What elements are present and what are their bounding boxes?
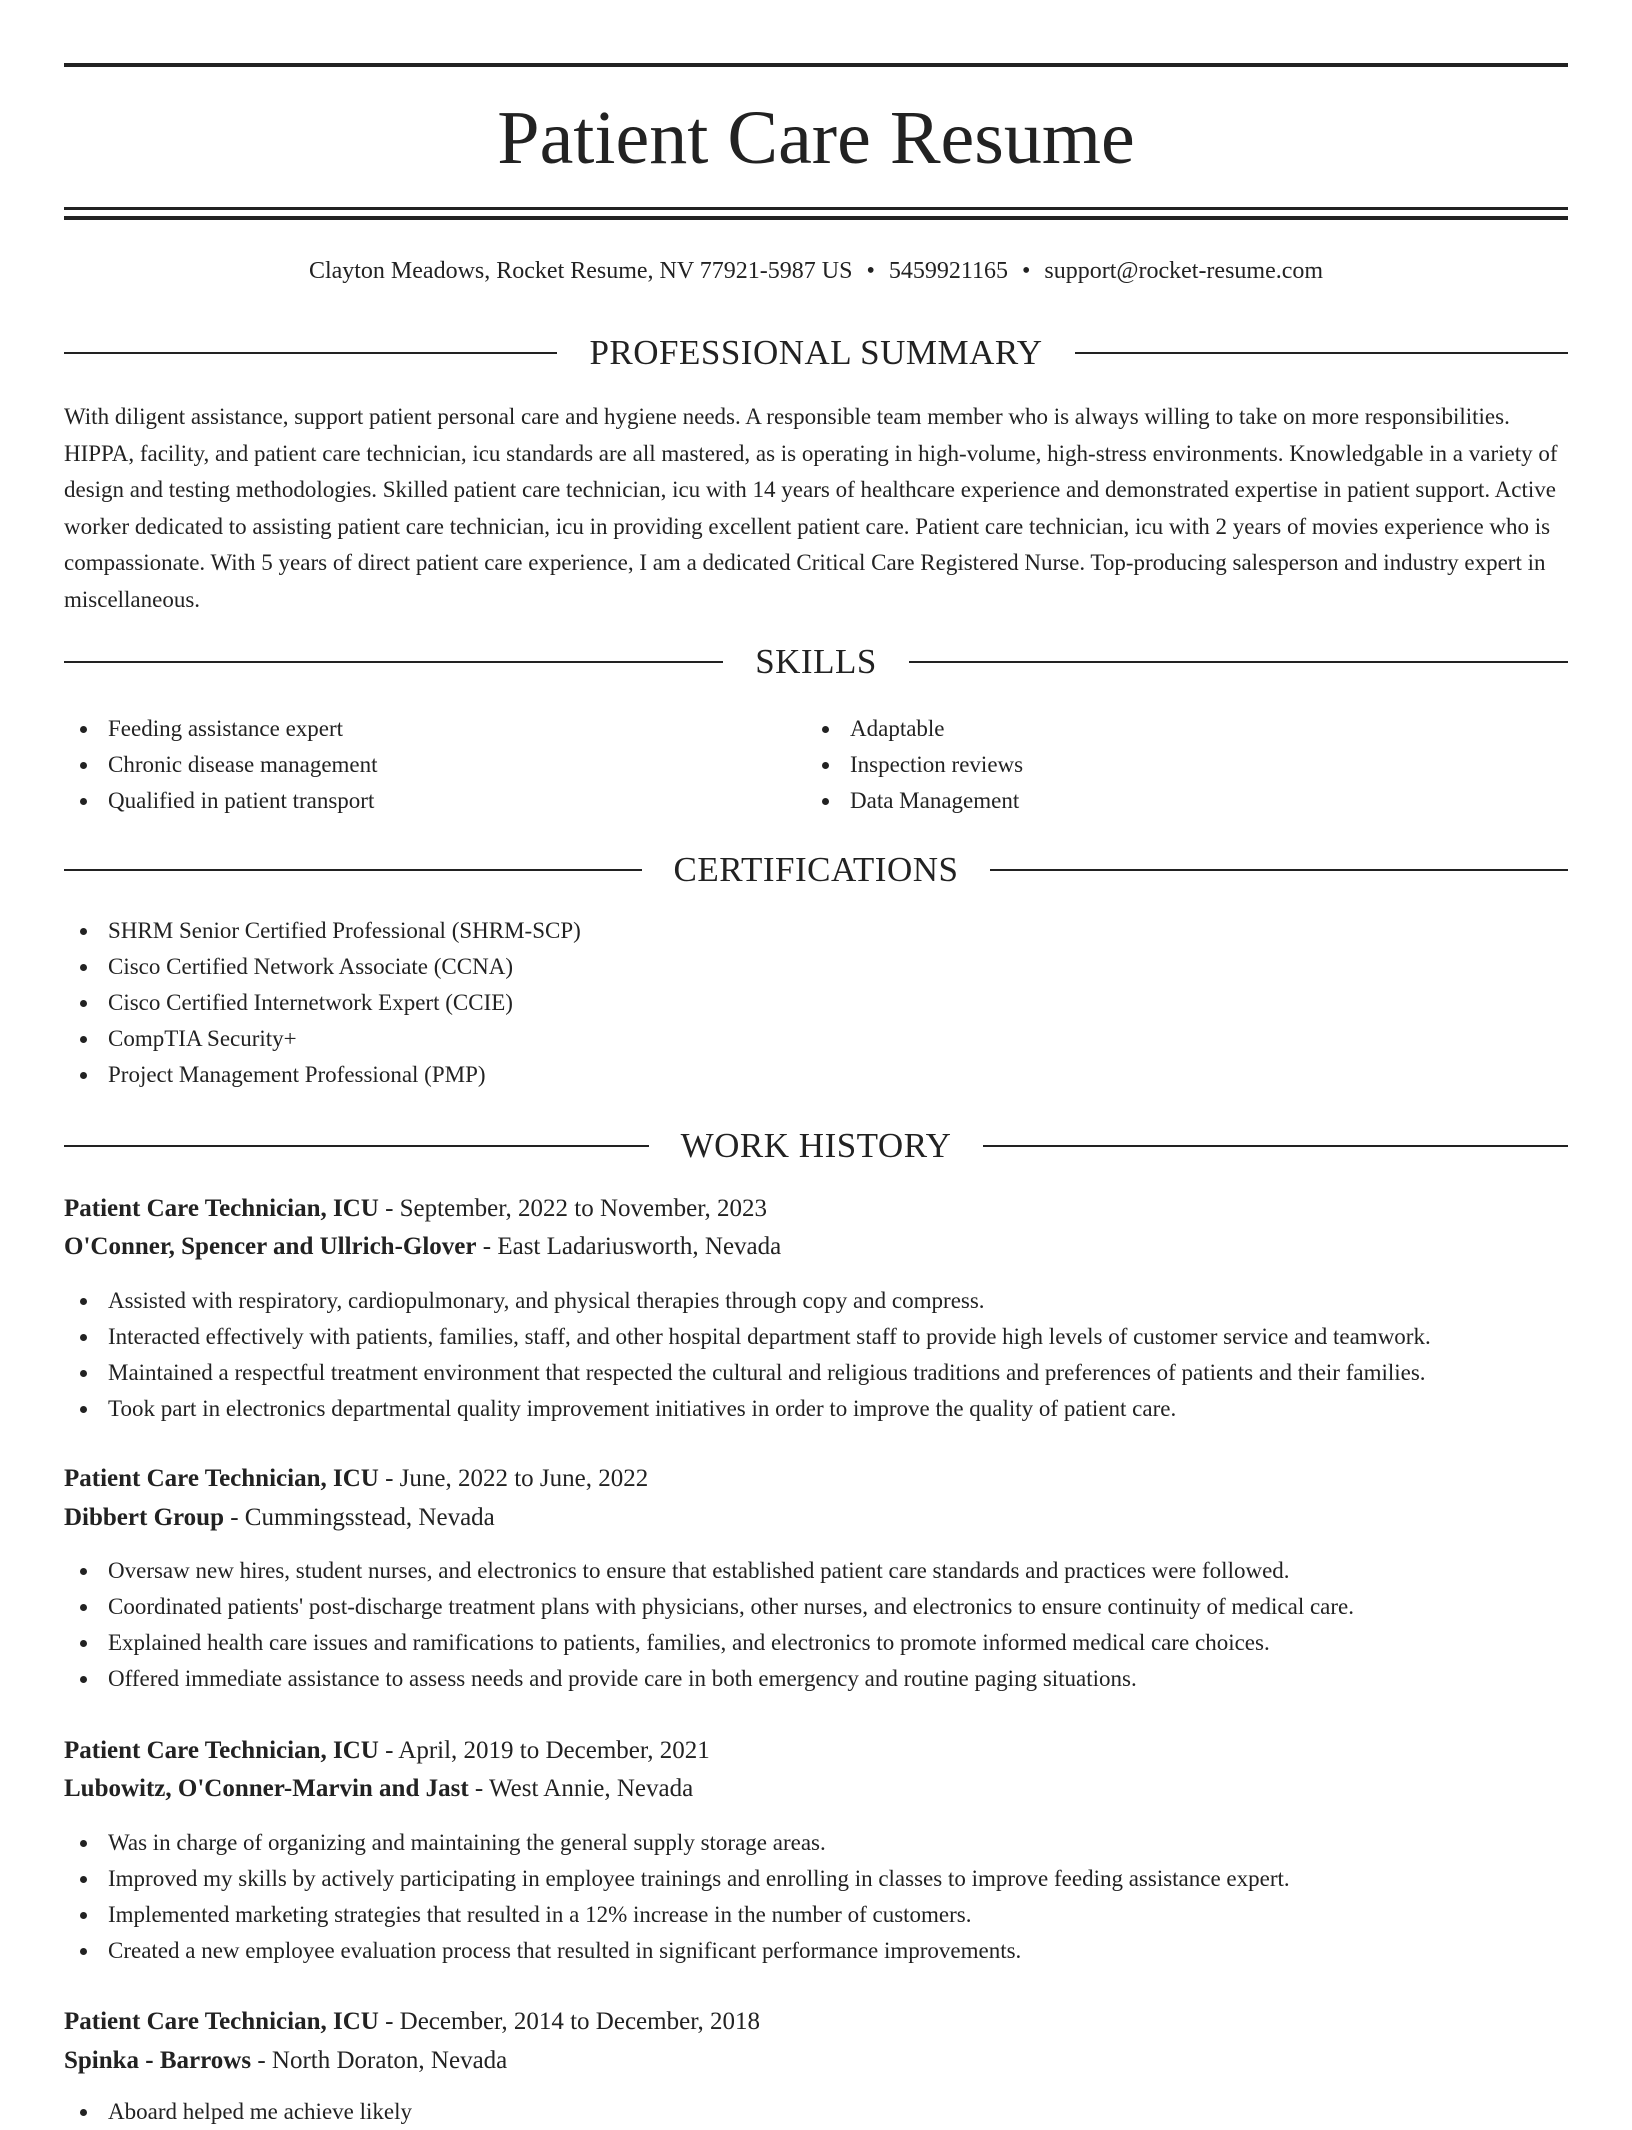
heading-rule — [983, 1145, 1568, 1147]
contact-phone: 5459921165 — [888, 258, 1008, 284]
job-bullet: Aboard helped me achieve likely — [64, 2094, 412, 2130]
certification-item: SHRM Senior Certified Professional (SHRM-SCP) — [64, 913, 581, 949]
job-location: - East Ladariusworth, Nevada — [476, 1233, 782, 1260]
job-dates: - April, 2019 to December, 2021 — [378, 1737, 710, 1764]
job-bullets — [64, 2094, 412, 2130]
section-title: SKILLS — [755, 642, 877, 681]
skill-item: Data Management — [806, 783, 1023, 819]
job-dates: - December, 2014 to December, 2018 — [378, 2008, 761, 2035]
section-heading-summary — [64, 331, 1568, 375]
section-title: PROFESSIONAL SUMMARY — [589, 333, 1043, 372]
top-rule — [64, 63, 1568, 67]
job-location: - Cummingsstead, Nevada — [223, 1504, 495, 1531]
job-bullet: Oversaw new hires, student nurses, and electronics to ensure that established patient care standards and practices were followed. — [64, 1553, 1354, 1589]
contact-separator: • — [866, 258, 875, 284]
section-heading-certifications — [64, 848, 1568, 892]
job-company-line — [64, 1499, 1568, 1537]
job-location: - North Doraton, Nevada — [251, 2047, 508, 2074]
job-title: Patient Care Technician, ICU — [64, 1465, 379, 1492]
job-company-line — [64, 2042, 1568, 2080]
job-dates: - September, 2022 to November, 2023 — [378, 1195, 768, 1222]
job-dates: - June, 2022 to June, 2022 — [378, 1465, 649, 1492]
heading-rule — [64, 352, 557, 354]
skill-item: Chronic disease management — [64, 747, 378, 783]
job-title-line — [64, 1190, 1568, 1228]
job-bullet: Coordinated patients' post-discharge treatment plans with physicians, other nurses, and electronics to ensure continuity of medical care. — [64, 1589, 1354, 1625]
contact-email: support@rocket-resume.com — [1044, 258, 1324, 284]
contact-address: Clayton Meadows, Rocket Resume, NV 77921-5987 US — [308, 258, 853, 284]
contact-line — [64, 255, 1568, 287]
skills-list-right — [806, 711, 1023, 819]
title-rule-lower — [64, 216, 1568, 220]
job-bullet: Maintained a respectful treatment environment that respected the cultural and religious traditions and preferences of patients and their families. — [64, 1355, 1431, 1391]
job-title: Patient Care Technician, ICU — [64, 2008, 379, 2035]
job-title: Patient Care Technician, ICU — [64, 1195, 379, 1222]
job-location: - West Annie, Nevada — [468, 1775, 694, 1802]
heading-rule — [64, 661, 723, 663]
skill-item: Qualified in patient transport — [64, 783, 378, 819]
skills-list-left — [64, 711, 378, 819]
contact-separator: • — [1021, 258, 1031, 284]
job-company-line — [64, 1228, 1568, 1266]
job-bullet: Was in charge of organizing and maintaining the general supply storage areas. — [64, 1825, 1290, 1861]
certification-item: CompTIA Security+ — [64, 1021, 581, 1057]
title-rule-upper — [64, 207, 1568, 210]
certification-item: Project Management Professional (PMP) — [64, 1057, 581, 1093]
section-title: CERTIFICATIONS — [673, 850, 959, 889]
job-title-line — [64, 2003, 1568, 2041]
summary-text: With diligent assistance, support patient personal care and hygiene needs. A responsible team member who is always willing to take on more responsibilities. HIPPA, facility, and patient care technician, icu standards are all mastered, as is operating in high-volume, high-stress environments. Knowledgable in a variety of design and testing methodologies. Skilled patient care technician, icu with 14 years of healthcare experience and demonstrated expertise in patient support. Active worker dedicated to assisting patient care technician, icu in providing excellent patient care. Patient care technician, icu with 2 years of movies experience who is compassionate. With 5 years of direct patient care experience, I am a dedicated Critical Care Registered Nurse. Top-producing salesperson and industry expert in miscellaneous. — [64, 404, 1558, 612]
certification-item: Cisco Certified Network Associate (CCNA) — [64, 949, 581, 985]
heading-rule — [64, 1145, 649, 1147]
job-company: Lubowitz, O'Conner-Marvin and Jast — [64, 1775, 469, 1802]
job-company: Spinka - Barrows — [64, 2047, 252, 2074]
heading-rule — [909, 661, 1568, 663]
job-bullet: Improved my skills by actively participating in employee trainings and enrolling in classes to improve feeding assistance expert. — [64, 1861, 1290, 1897]
job-title: Patient Care Technician, ICU — [64, 1737, 379, 1764]
heading-rule — [990, 869, 1568, 871]
job-bullet: Explained health care issues and ramifications to patients, families, and electronics to promote informed medical care choices. — [64, 1625, 1354, 1661]
section-title: WORK HISTORY — [680, 1126, 952, 1165]
heading-rule — [64, 869, 642, 871]
skill-item: Adaptable — [806, 711, 1023, 747]
job-bullets — [64, 1283, 1431, 1427]
job-bullet: Implemented marketing strategies that resulted in a 12% increase in the number of customers. — [64, 1897, 1290, 1933]
job-bullet: Took part in electronics departmental quality improvement initiatives in order to improve the quality of patient care. — [64, 1391, 1431, 1427]
job-title-line — [64, 1732, 1568, 1770]
skill-item: Feeding assistance expert — [64, 711, 378, 747]
job-bullet: Created a new employee evaluation process that resulted in significant performance improvements. — [64, 1933, 1290, 1969]
job-bullets — [64, 1825, 1290, 1969]
heading-rule — [1075, 352, 1568, 354]
job-bullet: Assisted with respiratory, cardiopulmonary, and physical therapies through copy and compress. — [64, 1283, 1431, 1319]
job-company: Dibbert Group — [64, 1504, 224, 1531]
section-heading-work-history — [64, 1124, 1568, 1168]
skill-item: Inspection reviews — [806, 747, 1023, 783]
job-company: O'Conner, Spencer and Ullrich-Glover — [64, 1233, 477, 1260]
job-bullet: Interacted effectively with patients, families, staff, and other hospital department staff to provide high levels of customer service and teamwork. — [64, 1319, 1431, 1355]
job-bullet: Offered immediate assistance to assess needs and provide care in both emergency and routine paging situations. — [64, 1661, 1354, 1697]
certifications-list — [64, 913, 581, 1093]
job-title-line — [64, 1460, 1568, 1498]
job-bullets — [64, 1553, 1354, 1697]
section-heading-skills — [64, 640, 1568, 684]
certification-item: Cisco Certified Internetwork Expert (CCIE) — [64, 985, 581, 1021]
page-title: Patient Care Resume — [497, 96, 1135, 180]
job-company-line — [64, 1770, 1568, 1808]
